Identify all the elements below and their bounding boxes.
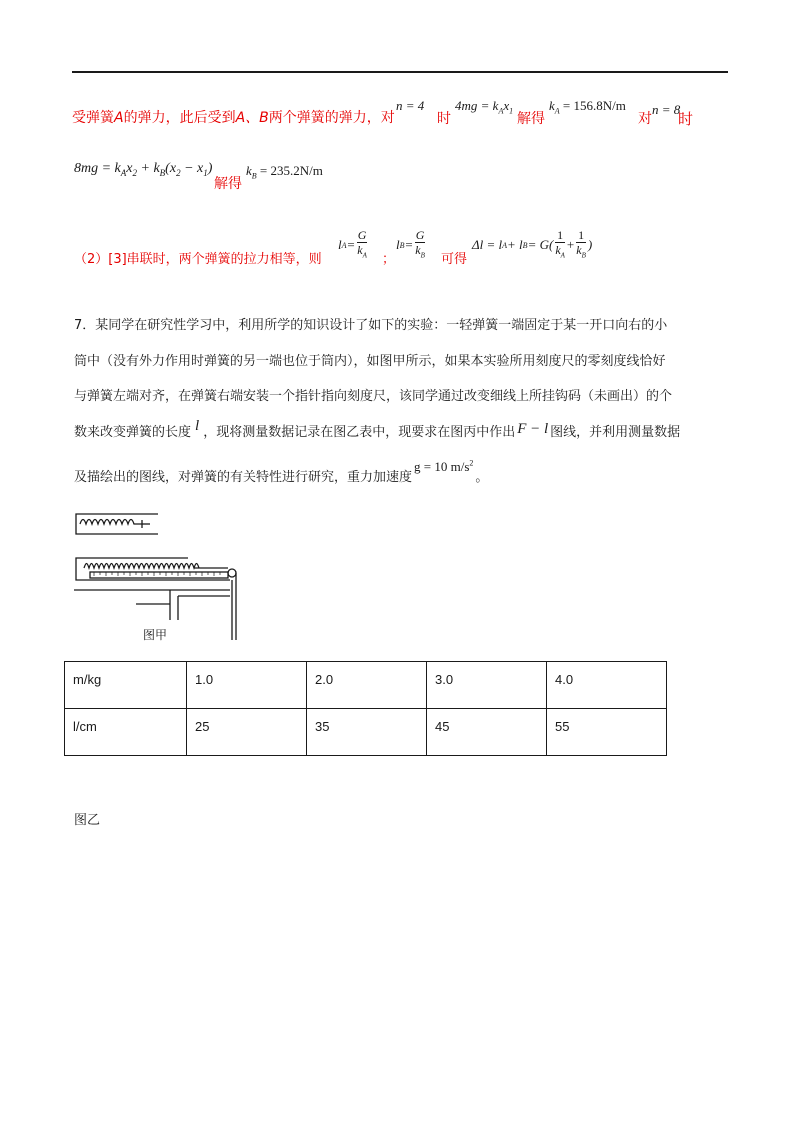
n-equals-8: n = 8	[652, 102, 681, 117]
n-equals-4: n = 4	[396, 98, 425, 113]
open-tube-with-spring	[76, 514, 158, 534]
figure-yi-caption: 图乙	[74, 813, 101, 828]
solution-text: 受弹簧	[72, 110, 114, 126]
equation-la: l A = $\frac{G}{k_A}$	[338, 228, 367, 260]
equation-4mg: $4mg = k_Ax_1$	[455, 98, 514, 116]
problem-line-3: 与弹簧左端对齐，在弹簧右端安装一个指针指向刻度尺，该同学通过改变细线上所挂钩码（未画出）的个	[74, 389, 673, 404]
problem-line-5: 及描绘出的图线，对弹簧的有关特性进行研究，重力加速度g = 10 $m/s^2$。	[74, 458, 489, 485]
table-header-mass: m/kg	[65, 662, 187, 709]
solution-text: 时	[437, 111, 451, 127]
spring-a-label: A	[114, 110, 124, 126]
solution-text: 解得	[517, 111, 545, 127]
solution-text: ；	[382, 252, 396, 267]
table-row	[65, 662, 667, 709]
table-row	[65, 709, 667, 756]
solution-text: 可得	[441, 252, 468, 267]
equation-ka: $k_A = 156.8N/m$	[549, 98, 626, 116]
solution-text: 的弹力，此后受到	[123, 110, 236, 126]
table-cell: 4.0	[547, 662, 667, 709]
table-cell: 2.0	[307, 662, 427, 709]
table-cell: 45	[427, 709, 547, 756]
equation-8mg: $8mg = k_Ax_2 + k_B(x_2 - x_1)$	[74, 161, 213, 178]
solution-line-1	[72, 107, 395, 127]
problem-line-4: 数来改变弹簧的长度 l ，现将测量数据记录在图乙表中，现要求在图丙中作出 F − l 图线，并利用测量数据	[74, 418, 681, 440]
equation-kb: $k_B = 235.2N/m$	[246, 163, 323, 181]
equation-delta-l: Δl = l A + l B = G( $\frac{1}{k_A}$ + $\frac{1}{k_B}$ )	[472, 228, 593, 260]
equation-lb: l B = $\frac{G}{k_B}$	[396, 228, 425, 260]
table-cell: 35	[307, 709, 427, 756]
springs-ab-label: A、B	[235, 110, 269, 126]
problem-number: 7．	[74, 318, 96, 333]
solution-text: （2）[3]串联时，两个弹簧的拉力相等，则	[74, 252, 322, 267]
table-cell: 1.0	[187, 662, 307, 709]
table-cell: 3.0	[427, 662, 547, 709]
solution-text: 时	[678, 110, 694, 128]
solution-text: 对	[638, 111, 652, 127]
data-table	[64, 661, 667, 756]
table-cell: 55	[547, 709, 667, 756]
figure-jia-caption: 图甲	[143, 628, 168, 642]
header-rule	[72, 71, 728, 73]
solution-text: 解得	[214, 176, 242, 192]
problem-line-2: 筒中（没有外力作用时弹簧的另一端也位于筒内），如图甲所示，如果本实验所用刻度尺的零刻度线恰好	[74, 354, 666, 369]
solution-text: 两个弹簧的弹力，对	[268, 110, 395, 126]
problem-line-1: 7．某同学在研究性学习中，利用所学的知识设计了如下的实验：一轻弹簧一端固定于某一开口向右的小	[74, 318, 668, 333]
table-cell: 25	[187, 709, 307, 756]
table-header-length: l/cm	[65, 709, 187, 756]
